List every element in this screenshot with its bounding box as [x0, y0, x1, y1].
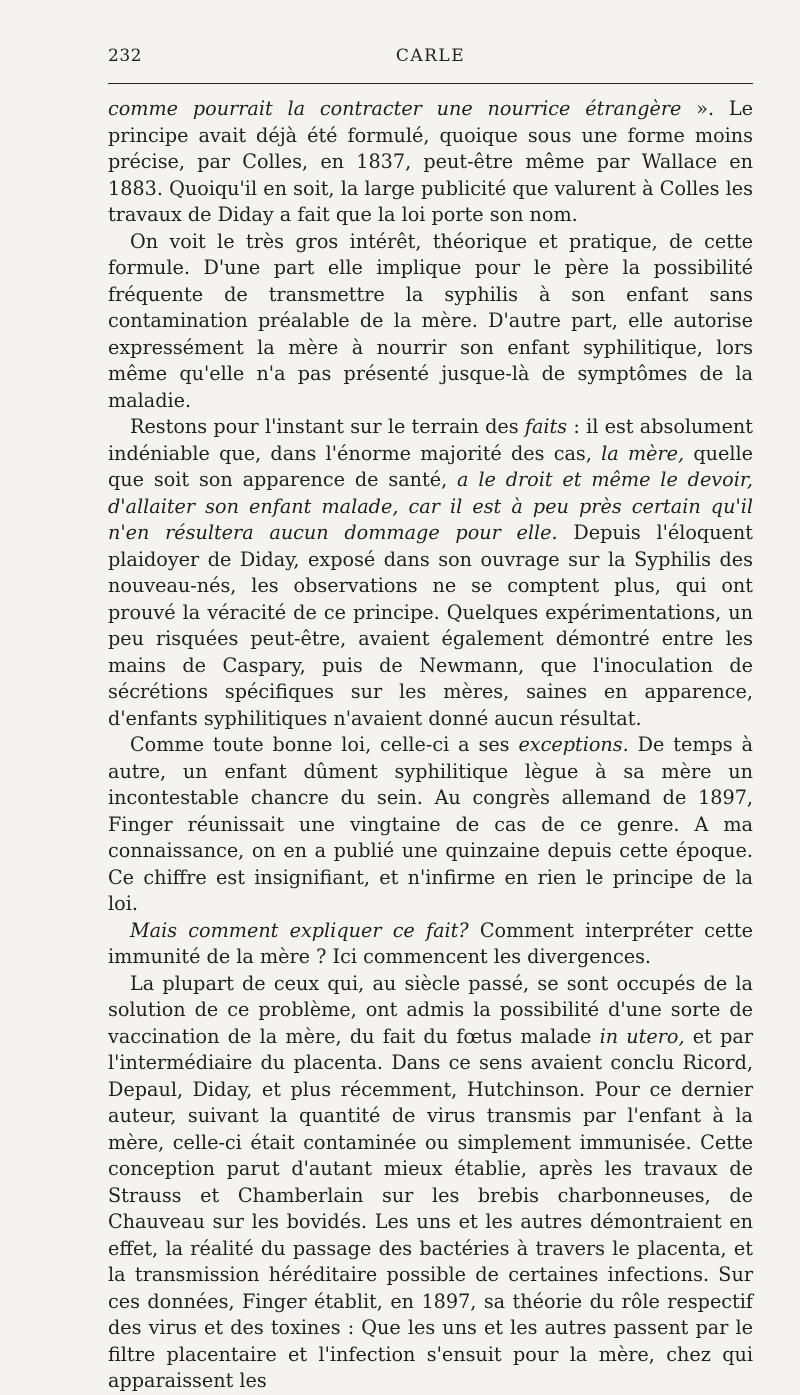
paragraph [108, 414, 753, 732]
text-run: On voit le très gros intérêt, théorique et pratique, de cette formule. D'une part elle implique pour le père la possibilité fréquente de transmettre la syphilis à son enfant sans contamination préalable de la mère. D'autre part, elle autorise expressément la mère à nourrir son enfant syphilitique, lors même qu'elle n'a pas présenté jusque-là de symptômes de la maladie. [108, 229, 753, 412]
paragraph [108, 918, 753, 971]
page-header [108, 46, 753, 70]
paragraph [108, 96, 753, 229]
header-rule [108, 83, 753, 84]
paragraph [108, 971, 753, 1395]
paragraph [108, 229, 753, 415]
text-run: Comment interpréter cette immunité de la mère ? Ici commencent les divergences. [108, 918, 753, 968]
italic-text: a le droit et même le devoir, d'allaiter son enfant malade, car il est à peu près certain qu'il n'en résultera aucun dommage pour elle. [108, 468, 753, 544]
text-run: Depuis l'éloquent plaidoyer de Diday, exposé dans son ouvrage sur la Syphilis des nouveau-nés, les observations ne se comptent plus, qui ont prouvé la véracité de ce principe. Quelques expérimentations, un peu risquées peut-être, avaient également démontré entre les mains de Caspary, puis de Newmann, que l'inoculation de sécrétions spécifiques sur les mères, saines en apparence, d'enfants syphilitiques n'avaient donné aucun résultat. [108, 521, 753, 730]
text-run: ». Le principe avait déjà été formulé, quoique sous une forme moins précise, par Colles, en 1837, peut-être même par Wallace en 1883. Quoiqu'il en soit, la large publicité que valurent à Colles les travaux de Diday a fait que la loi porte son nom. [108, 97, 753, 226]
running-title: CARLE [395, 46, 466, 66]
italic-text: la mère, [601, 441, 685, 465]
italic-text: in utero, [599, 1024, 685, 1048]
text-run: De temps à autre, un enfant dûment syphilitique lègue à sa mère un incontestable chancre du sein. Au congrès allemand de 1897, Finger réunissait une vingtaine de cas de ce genre. A ma connaissance, on en a publié une quinzaine depuis cette époque. Ce chiffre est insignifiant, et n'infirme en rien le principe de la loi. [108, 733, 753, 915]
italic-text: comme pourrait la contracter une nourrice étrangère [108, 97, 682, 120]
text-run: La plupart de ceux qui, au siècle passé, se sont occupés de la solution de ce problème, ont admis la possibilité d'une sorte de vaccination de la mère, du fait du fœtus malade [108, 971, 753, 1048]
text-run: quelle que soit son apparence de santé, [108, 441, 753, 491]
italic-text: faits [524, 415, 568, 438]
text-run: et par l'intermédiaire du placenta. Dans ce sens avaient conclu Ricord, Depaul, Diday, et plus récemment, Hutchinson. Pour ce dernier auteur, suivant la quantité de virus transmis par l'enfant à la mère, celle-ci était contaminée ou simplement immunisée. Cette conception parut d'autant mieux établie, après les travaux de Strauss et Chamberlain sur les brebis charbonneuses, de Chauveau sur les bovidés. Les uns et les autres démontraient en effet, la réalité du passage des bactéries à travers le placenta, et la transmission héréditaire possible de certaines infections. Sur ces données, Finger établit, en 1897, sa théorie du rôle respectif des virus et des toxines : Que les uns et les autres passent par le filtre placentaire et l'infection s'ensuit pour la mère, chez qui apparaissent les [108, 1024, 753, 1392]
paragraph [108, 732, 753, 918]
italic-text: exceptions. [518, 733, 629, 756]
text-run: : il est absolument indéniable que, dans l'énorme majorité des cas, [108, 415, 753, 465]
text-run: Restons pour l'instant sur le terrain des [130, 415, 525, 438]
body-text [108, 96, 753, 1395]
page-number: 232 [108, 46, 142, 66]
text-run: Comme toute bonne loi, celle-ci a ses [130, 733, 519, 756]
italic-text: Mais comment expliquer ce fait? [130, 918, 469, 942]
